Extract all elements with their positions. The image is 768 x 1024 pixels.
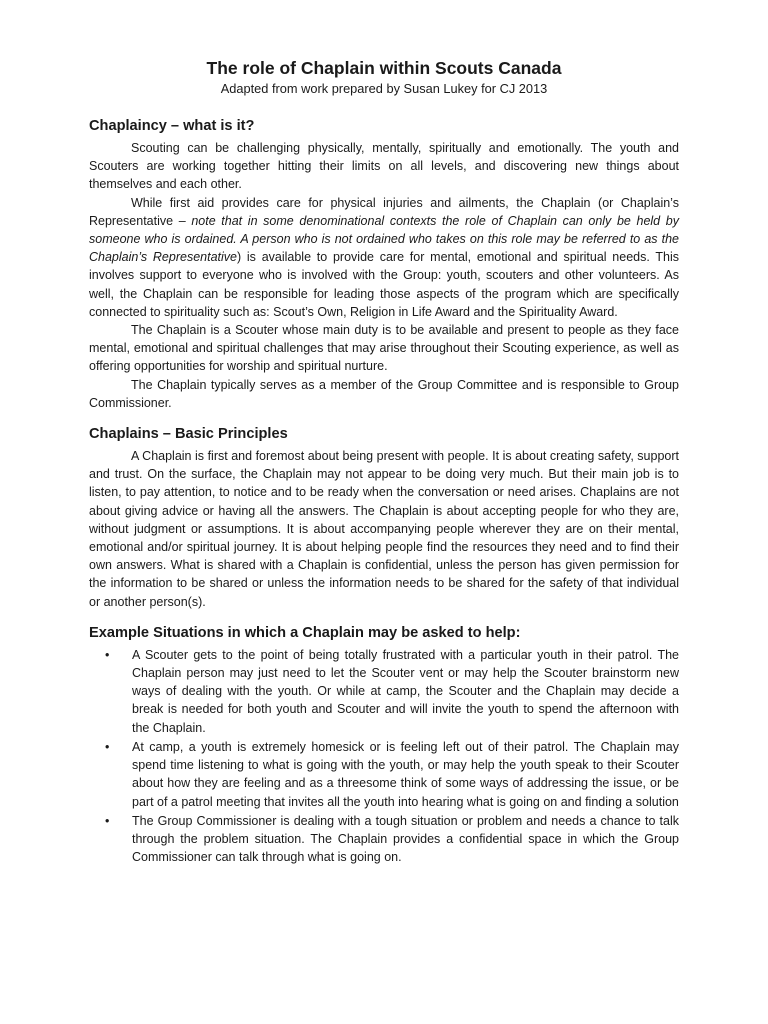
paragraph-scouting-challenging: Scouting can be challenging physically, mentally, spiritually and emotionally. The youth and Scouters are working together hitting their limits on all levels, and discovering new things about themselves and each other. — [89, 141, 679, 192]
paragraph-first-aid-end: ) is available to provide care for mental, emotional and spiritual needs. This involves support to everyone who is involved with the Group: youth, scouters and other volunteers. As well, the Chaplain can be responsible for leading those aspects of the program which are specifically connected to spirituality such as: Scout’s Own, Religion in Life Award and the Spirituality Award. — [89, 250, 679, 319]
paragraph-first-aid-note: note that in some denominational contexts the role of Chaplain can only be held by someone who is ordained. A person who is not ordained who takes on this role may be referred to as the Chaplain’s Representative — [89, 213, 679, 265]
list-item — [105, 646, 679, 737]
paragraph-basic-principles: A Chaplain is first and foremost about being present with people. It is about creating safety, support and trust. On the surface, the Chaplain may not appear to be doing very much. But their main job is to listen, to pay attention, to notice and to be ready when the conversation or need arises. Chaplains are not about giving advice or having all the answers. The Chaplain is about accepting people for who they are, without judgment or assumptions. It is about accompanying people wherever they are on their mental, emotional and/or spiritual journey. It is about helping people find the resources they need and to find their own answers. What is shared with a Chaplain is confidential, unless the person has given permission for the information to be shared or unless the information needs to be shared for the safety of that individual or another person(s). — [89, 449, 679, 609]
bullet-icon: • — [105, 647, 110, 662]
paragraph-group-committee: The Chaplain typically serves as a member of the Group Committee and is responsible to Group Commissioner. — [89, 377, 679, 410]
example-situations-list — [89, 646, 679, 866]
paragraph-chaplain-duty: The Chaplain is a Scouter whose main duty is to be available and present to people as they face mental, emotional and spiritual challenges that may arise throughout their Scouting experience, as well as offering opportunities for worship and spiritual nurture. — [89, 323, 679, 374]
bullet-icon: • — [105, 739, 110, 754]
list-item — [105, 812, 679, 867]
document-subtitle: Adapted from work prepared by Susan Lukey for CJ 2013 — [220, 81, 548, 96]
section-heading-chaplaincy: Chaplaincy – what is it? — [89, 118, 255, 134]
list-item-text: A Scouter gets to the point of being totally frustrated with a particular youth in their patrol. The Chaplain person may just need to let the Scouter vent or may help the Scouter brainstorm new ways of dealing with the youth. Or while at camp, the Scouter and the Chaplain may decide a break is needed for both youth and Scouter and will invite the youth to spend the afternoon with the Chaplain. — [132, 647, 679, 735]
section-heading-basic-principles: Chaplains – Basic Principles — [89, 426, 288, 443]
bullet-icon: • — [105, 813, 110, 828]
section-heading-example-situations: Example Situations in which a Chaplain may be asked to help: — [89, 624, 521, 641]
paragraph-first-aid — [89, 194, 679, 321]
list-item — [105, 738, 679, 811]
paragraph-first-aid-start: While first aid provides care for physical injuries and ailments, the Chaplain (or Chaplain’s Representative – — [89, 195, 679, 228]
list-item-text: The Group Commissioner is dealing with a tough situation or problem and needs a chance to talk through the problem situation. The Chaplain provides a confidential space in which the Group Commissioner can talk through what is going on. — [132, 813, 679, 865]
list-item-text: At camp, a youth is extremely homesick or is feeling left out of their patrol. The Chaplain may spend time listening to what is going with the youth, or may help the youth speak to their Scouter about how they are feeling and as a threesome think of some ways of addressing the issue, or be part of a patrol meeting that invites all the youth into hearing what is going on and finding a solution — [132, 739, 679, 809]
document-title: The role of Chaplain within Scouts Canada — [206, 58, 562, 78]
